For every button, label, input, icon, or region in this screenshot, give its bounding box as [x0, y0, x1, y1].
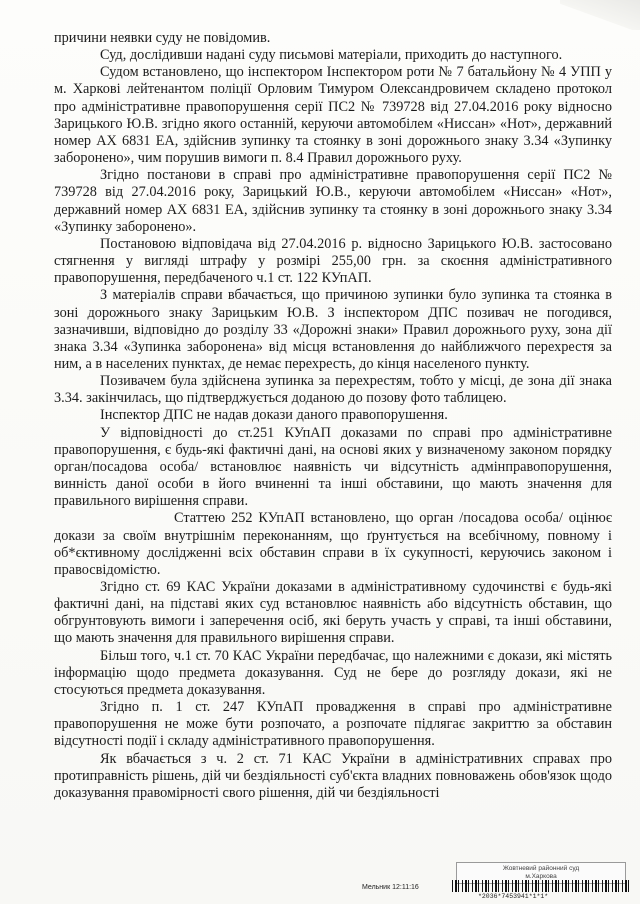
page-corner-fold	[560, 0, 640, 30]
paragraph-12: Більш того, ч.1 ст. 70 КАС України передбачає, що належними є докази, які містять інформацію щодо предмета доказування. Суд не бере до розгляду докази, які не стосуються предмета доказування.	[54, 647, 612, 698]
paragraph-11: Згідно ст. 69 КАС України доказами в адміністративному судочинстві є будь-які фактичні дані, на підставі яких суд встановлює наявність або відсутність обставин, що обгрунтовують вимоги і заперечення осіб, які беруть участь у справі, та інші обставини, що мають значення для правильного вирішення справи.	[54, 579, 612, 647]
paragraph-9: У відповідності до ст.251 КУпАП доказами по справі про адміністративне правопорушення, є будь-які фактичні дані, на основі яких у визначеному законом порядку орган/посадова особа/ встановлює наявність чи відсутність адмінправопорушення, винність даної особи в його вчиненні та інші обставини, що мають значення для правильного вирішення справи.	[54, 424, 612, 510]
paragraph-13: Згідно п. 1 ст. 247 КУпАП провадження в справі про адміністративне правопорушення не може бути розпочато, а розпочате підлягає закриттю за обставин відсутності події і складу адміністративного правопорушення.	[54, 699, 612, 750]
paragraph-2: Суд, дослідивши надані суду письмові матеріали, приходить до наступного.	[100, 47, 563, 64]
paragraph-3: Судом встановлено, що інспектором Інспектором роти № 7 батальйону № 4 УПП у м. Харкові лейтенантом поліції Орловим Тимуром Олександровичем складено протокол про адміністративне правопорушення серії ПС2 № 739728 від 27.04.2016 року відносно Зарицького Ю.В. згідно якого останній, керуючи автомобілем «Ниссан» «Нот», державний номер АХ 6831 ЕА, здійснив зупинку та стоянку в зоні дорожнього знаку 3.34 «Зупинку заборонено», чим порушив вимоги п. 8.4 Правил дорожнього руху.	[54, 64, 612, 167]
document-meta: Мельник 12:11:16	[362, 884, 419, 891]
barcode-number: *2036*7453941*1*1*	[478, 893, 549, 900]
paragraph-5: Постановою відповідача від 27.04.2016 р. відносно Зарицького Ю.В. застосовано стягнення у вигляді штрафу у розмірі 255,00 грн. за скоєння адміністративного правопорушення, передбаченого ч.1 ст. 122 КУпАП.	[54, 235, 612, 287]
paragraph-14: Як вбачається з ч. 2 ст. 71 КАС України в адміністративних справах про протиправність рішень, дій чи бездіяльності суб'єкта владних повноважень обов'язок щодо доказування правомірності свого рішення, дій чи бездіяльності	[54, 750, 612, 801]
paragraph-1: причини неявки суду не повідомив.	[54, 30, 271, 46]
paragraph-7: Позивачем була здійснена зупинка за перехрестям, тобто у місці, де зона дії знака 3.34. закінчилась, що підтверджується доданою до позову фото таблицею.	[54, 373, 612, 407]
paragraph-10: Статтею 252 КУпАП встановлено, що орган /посадова особа/ оцінює докази за своїм внутрішнім переконанням, що ґрунтується на всебічному, повному і об*єктивному дослідженні всіх обставин справи в їх сукупності, керуючись законом і правосвідомістю.	[54, 510, 612, 578]
court-stamp-line2: м.Харкова	[525, 873, 557, 880]
court-stamp-line1: Жовтневий районний суд	[502, 865, 580, 872]
document-body	[54, 30, 612, 802]
paragraph-4: Згідно постанови в справі про адміністративне правопорушення серії ПС2 № 739728 від 27.04.2016 року, Зарицький Ю.В., керуючи автомобілем «Ниссан» «Нот», державний номер АХ 6831 ЕА, здійснив зупинку та стоянку в зоні дорожнього знаку 3.34 «Зупинку заборонено».	[54, 167, 612, 235]
barcode	[452, 880, 632, 892]
paragraph-8: Інспектор ДПС не надав докази даного правопорушення.	[100, 407, 448, 424]
paragraph-6: З матеріалів справи вбачається, що причиною зупинки було зупинка та стоянка в зоні дорожнього знаку Зарицьким Ю.В. З інспектором ДПС позивач не погодився, зазначивши, відповідно до розділу 33 «Дорожні знаки» Правил дорожнього руху, зона дії знака 3.34 «Зупинка заборонена» від місця встановлення до найближчого перехрестя за ним, а в населених пунктах, де немає перехресть, до кінця населеного пункту.	[54, 287, 612, 372]
